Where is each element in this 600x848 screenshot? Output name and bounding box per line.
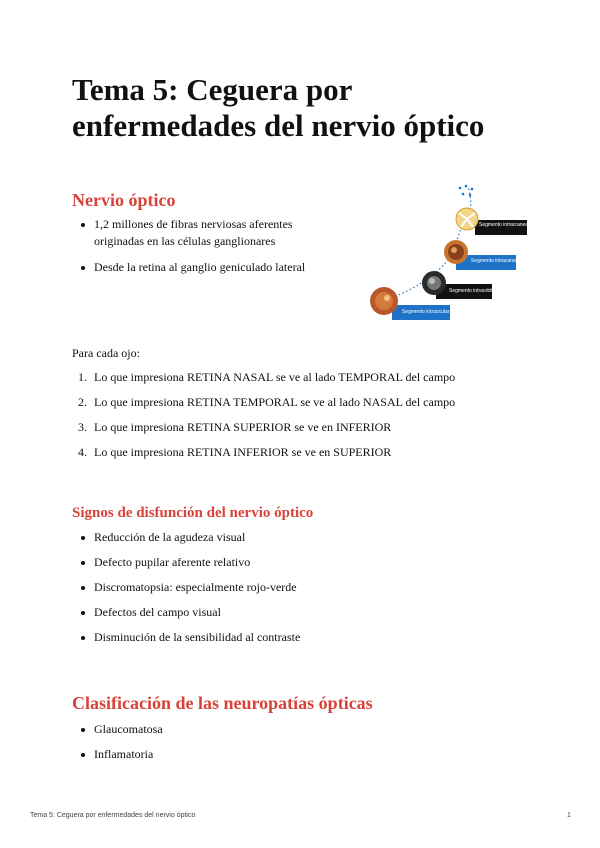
list-item: Inflamatoria [72, 746, 512, 763]
chiasm-dots-icon [459, 185, 474, 197]
list-item: 1. Lo que impresiona RETINA NASAL se ve al lado TEMPORAL del campo [78, 370, 456, 384]
list-item: 4. Lo que impresiona RETINA INFERIOR se ve en SUPERIOR [78, 445, 392, 459]
figure-label-intracanalicular: Segmento intracanalicular [471, 258, 529, 264]
list-item: Discromatopsia: especialmente rojo-verde [72, 579, 512, 596]
section-heading-clasificacion: Clasificación de las neuropatías ópticas [72, 693, 373, 713]
optic-nerve-segments-figure [360, 182, 530, 322]
section3-bullet-list [72, 721, 512, 763]
list-item: 3. Lo que impresiona RETINA SUPERIOR se ve en INFERIOR [78, 420, 392, 434]
page-number: 1 [567, 812, 571, 819]
list-item: Reducción de la agudeza visual [72, 529, 512, 546]
figure-label-intracraneal: Segmento intracraneal [479, 222, 530, 228]
list-item: Disminución de la sensibilidad al contraste [72, 629, 512, 646]
section-heading-signos: Signos de disfunción del nervio óptico [72, 505, 314, 521]
figure-label-intraocular: Segmento intraocular [402, 309, 450, 315]
list-item: Glaucomatosa [72, 721, 512, 738]
footer-title: Tema 5: Ceguera por enfermedades del nervio óptico [30, 812, 196, 819]
figure-label-intraorbitario: Segmento intraorbitario [449, 288, 501, 294]
list-item: 2. Lo que impresiona RETINA TEMPORAL se ve al lado NASAL del campo [78, 395, 456, 409]
eye-rules-list [72, 369, 512, 461]
list-item: 1,2 millones de fibras nerviosas aferentes originadas en las células ganglionares [72, 216, 332, 250]
bone-canal-icon [444, 240, 468, 264]
list-item: Defectos del campo visual [72, 604, 512, 621]
section-heading-nervio-optico: Nervio óptico [72, 190, 176, 210]
fundus-eye-icon [370, 287, 398, 315]
section2-bullet-list [72, 529, 512, 646]
page-title: Tema 5: Ceguera por enfermedades del nervio óptico [72, 72, 485, 143]
orbit-scan-icon [422, 271, 446, 295]
brain-chiasm-icon [456, 208, 478, 230]
section1-bullet-list [72, 216, 332, 276]
list-item: Defecto pupilar aferente relativo [72, 554, 512, 571]
eye-intro-text: Para cada ojo: [72, 346, 140, 360]
list-item: Desde la retina al ganglio geniculado lateral [72, 259, 332, 276]
